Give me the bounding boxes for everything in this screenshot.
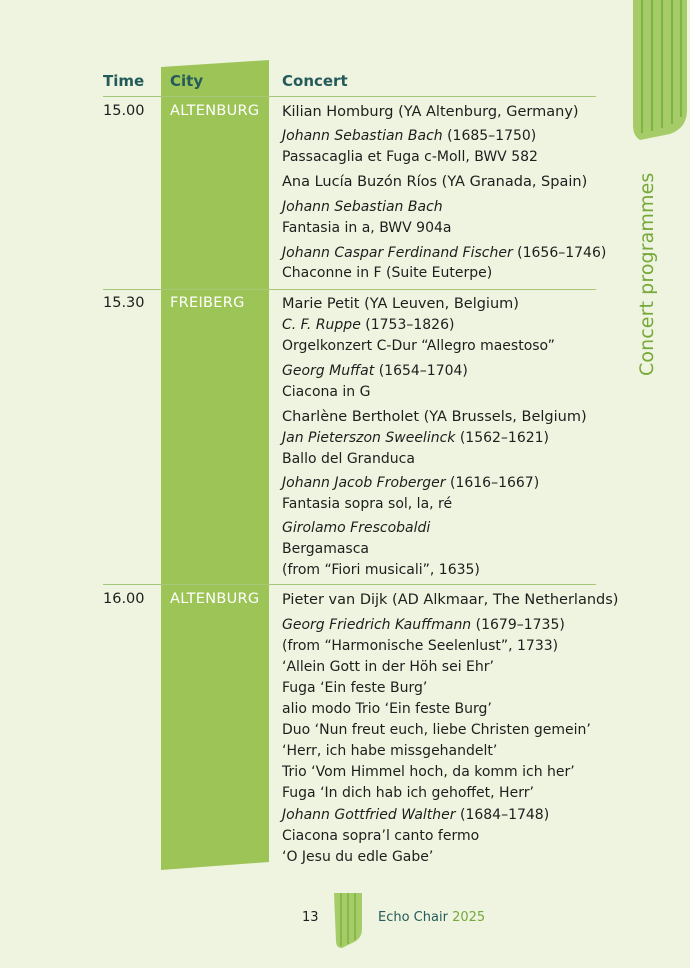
composer-name: Georg Friedrich Kauffmann [282, 617, 472, 633]
header-time: Time [103, 72, 145, 90]
composer-line [282, 198, 443, 216]
performer-line: Pieter van Dijk (AD Alkmaar, The Netherlands) [282, 592, 619, 608]
composer-dates: (1562–1621) [455, 430, 550, 446]
composer-line [282, 616, 565, 634]
work-line: ‘Herr, ich habe missgehandelt’ [282, 743, 498, 759]
composer-line [282, 474, 539, 492]
composer-line [282, 429, 549, 447]
work-line: (from “Harmonische Seelenlust”, 1733) [282, 638, 559, 654]
work-line: Trio ‘Vom Himmel hoch, da komm ich her’ [282, 764, 575, 780]
work-line: ‘Allein Gott in der Höh sei Ehr’ [282, 659, 494, 675]
composer-name: Johann Jacob Froberger [282, 475, 446, 491]
performer-line: Kilian Homburg (YA Altenburg, Germany) [282, 104, 579, 120]
block-rule [103, 289, 596, 290]
work-line: Duo ‘Nun freut euch, liebe Christen gemein’ [282, 722, 591, 738]
work-line: alio modo Trio ‘Ein feste Burg’ [282, 701, 492, 717]
work-line: Fantasia sopra sol, la, ré [282, 496, 453, 512]
composer-dates: (1679–1735) [471, 617, 565, 633]
work-line: Fuga ‘Ein feste Burg’ [282, 680, 428, 696]
work-line: Fantasia in a, BWV 904a [282, 220, 452, 236]
block-city: ALTENBURG [170, 591, 260, 607]
composer-dates: (1654–1704) [374, 363, 468, 379]
composer-name: C. F. Ruppe [282, 317, 361, 333]
stripes-decoration [630, 0, 690, 142]
composer-line [282, 316, 454, 334]
composer-name: Johann Gottfried Walther [282, 807, 456, 823]
composer-line [282, 806, 549, 824]
work-line: Ballo del Granduca [282, 451, 415, 467]
block-time: 15.30 [103, 295, 145, 311]
performer-line: Ana Lucía Buzón Ríos (YA Granada, Spain) [282, 174, 588, 190]
performer-line: Marie Petit (YA Leuven, Belgium) [282, 296, 519, 312]
footer-stripes-decoration [332, 893, 364, 949]
header-city: City [170, 72, 204, 90]
composer-dates: (1684–1748) [455, 807, 550, 823]
composer-dates: (1753–1826) [360, 317, 455, 333]
composer-name: Johann Caspar Ferdinand Fischer [282, 245, 513, 261]
footer-brand-name: Echo Chair [378, 910, 448, 925]
footer-year: 2025 [452, 910, 486, 925]
work-line: ‘O Jesu du edle Gabe’ [282, 849, 434, 865]
composer-line [282, 127, 536, 145]
composer-dates: (1616–1667) [445, 475, 540, 491]
block-city: ALTENBURG [170, 103, 260, 119]
composer-name: Johann Sebastian Bach [282, 199, 443, 215]
composer-name: Jan Pieterszon Sweelinck [282, 430, 456, 446]
work-line: Orgelkonzert C-Dur “Allegro maestoso” [282, 338, 555, 354]
work-line: Ciacona in G [282, 384, 371, 400]
composer-line [282, 362, 468, 380]
side-title: Concert programmes [636, 172, 658, 376]
work-line: Passacaglia et Fuga c-Moll, BWV 582 [282, 149, 538, 165]
city-band [161, 60, 269, 870]
composer-name: Girolamo Frescobaldi [282, 520, 431, 536]
block-rule [103, 584, 596, 585]
page-number: 13 [302, 910, 319, 925]
composer-name: Georg Muffat [282, 363, 375, 379]
composer-name: Johann Sebastian Bach [282, 128, 443, 144]
composer-dates: (1656–1746) [512, 245, 607, 261]
block-city: FREIBERG [170, 295, 245, 311]
work-line: (from “Fiori musicali”, 1635) [282, 562, 480, 578]
work-line: Chaconne in F (Suite Euterpe) [282, 265, 493, 281]
composer-dates: (1685–1750) [442, 128, 537, 144]
work-line: Bergamasca [282, 541, 369, 557]
block-time: 16.00 [103, 591, 145, 607]
footer-brand [378, 910, 485, 925]
block-time: 15.00 [103, 103, 145, 119]
performer-line: Charlène Bertholet (YA Brussels, Belgium) [282, 409, 587, 425]
header-concert: Concert [282, 72, 348, 90]
header-rule [103, 96, 596, 97]
composer-line [282, 244, 606, 262]
composer-line [282, 519, 430, 537]
work-line: Ciacona sopra’l canto fermo [282, 828, 480, 844]
work-line: Fuga ‘In dich hab ich gehoffet, Herr’ [282, 785, 534, 801]
